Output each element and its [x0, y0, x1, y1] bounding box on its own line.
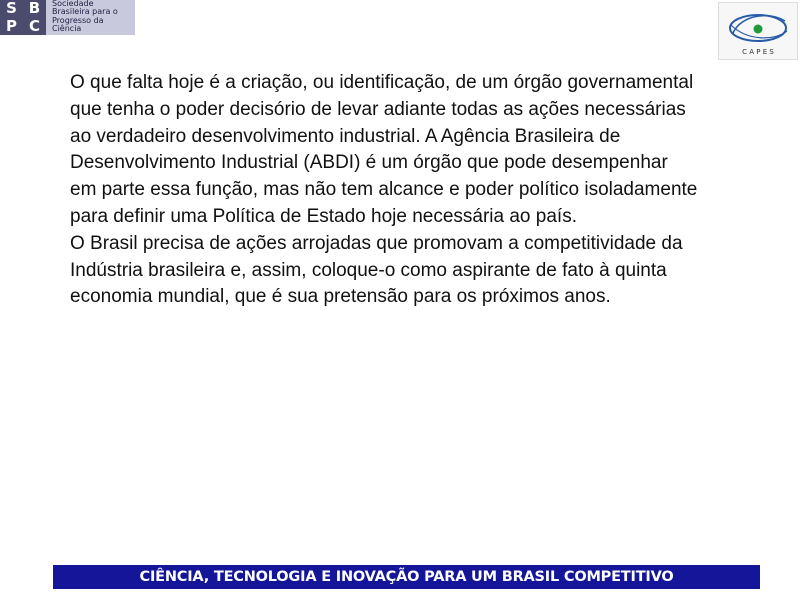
main-text — [30, 70, 772, 311]
text-line: economia mundial, que é sua pretensão para os próximos anos. — [70, 286, 611, 308]
footer-banner — [53, 565, 760, 589]
text-line: em parte essa função, mas não tem alcance e poder político isoladamente — [70, 179, 698, 201]
capes-logo — [718, 2, 798, 60]
sbpc-letter-p: P — [6, 16, 17, 35]
footer-banner-text: CIÊNCIA, TECNOLOGIA E INOVAÇÃO PARA UM BRASIL COMPETITIVO — [139, 569, 674, 585]
sbpc-logo-mark — [0, 0, 46, 35]
text-line: O que falta hoje é a criação, ou identificação, de um órgão governamental — [70, 72, 694, 93]
sbpc-logo-text — [46, 0, 135, 35]
capes-logo-text: C A P E S — [742, 48, 774, 56]
text-line: que tenha o poder decisório de levar adiante todas as ações necessárias — [70, 98, 686, 120]
text-line: ao verdadeiro desenvolvimento industrial. A Agência Brasileira de — [70, 125, 621, 147]
text-line: O Brasil precisa de ações arrojadas que promovam a competitividade da — [70, 232, 683, 254]
text-line: Indústria brasileira e, assim, coloque-o como aspirante de fato à quinta — [70, 259, 667, 281]
sbpc-text-line: Sociedade — [52, 0, 94, 8]
text-line: Desenvolvimento Industrial (ABDI) é um órgão que pode desempenhar — [70, 152, 668, 174]
sbpc-text-line: Brasileira para o — [52, 7, 118, 17]
sbpc-text-line: Progresso da — [52, 15, 104, 25]
sbpc-letter-s: S — [6, 0, 17, 17]
capes-emblem-icon — [719, 3, 797, 59]
sbpc-letter-b: B — [28, 0, 41, 17]
sbpc-text-line: Ciência — [52, 23, 82, 33]
text-line: para definir uma Política de Estado hoje necessária ao país. — [70, 205, 577, 227]
sbpc-logo — [0, 0, 135, 35]
sbpc-letter-c: C — [28, 16, 40, 35]
